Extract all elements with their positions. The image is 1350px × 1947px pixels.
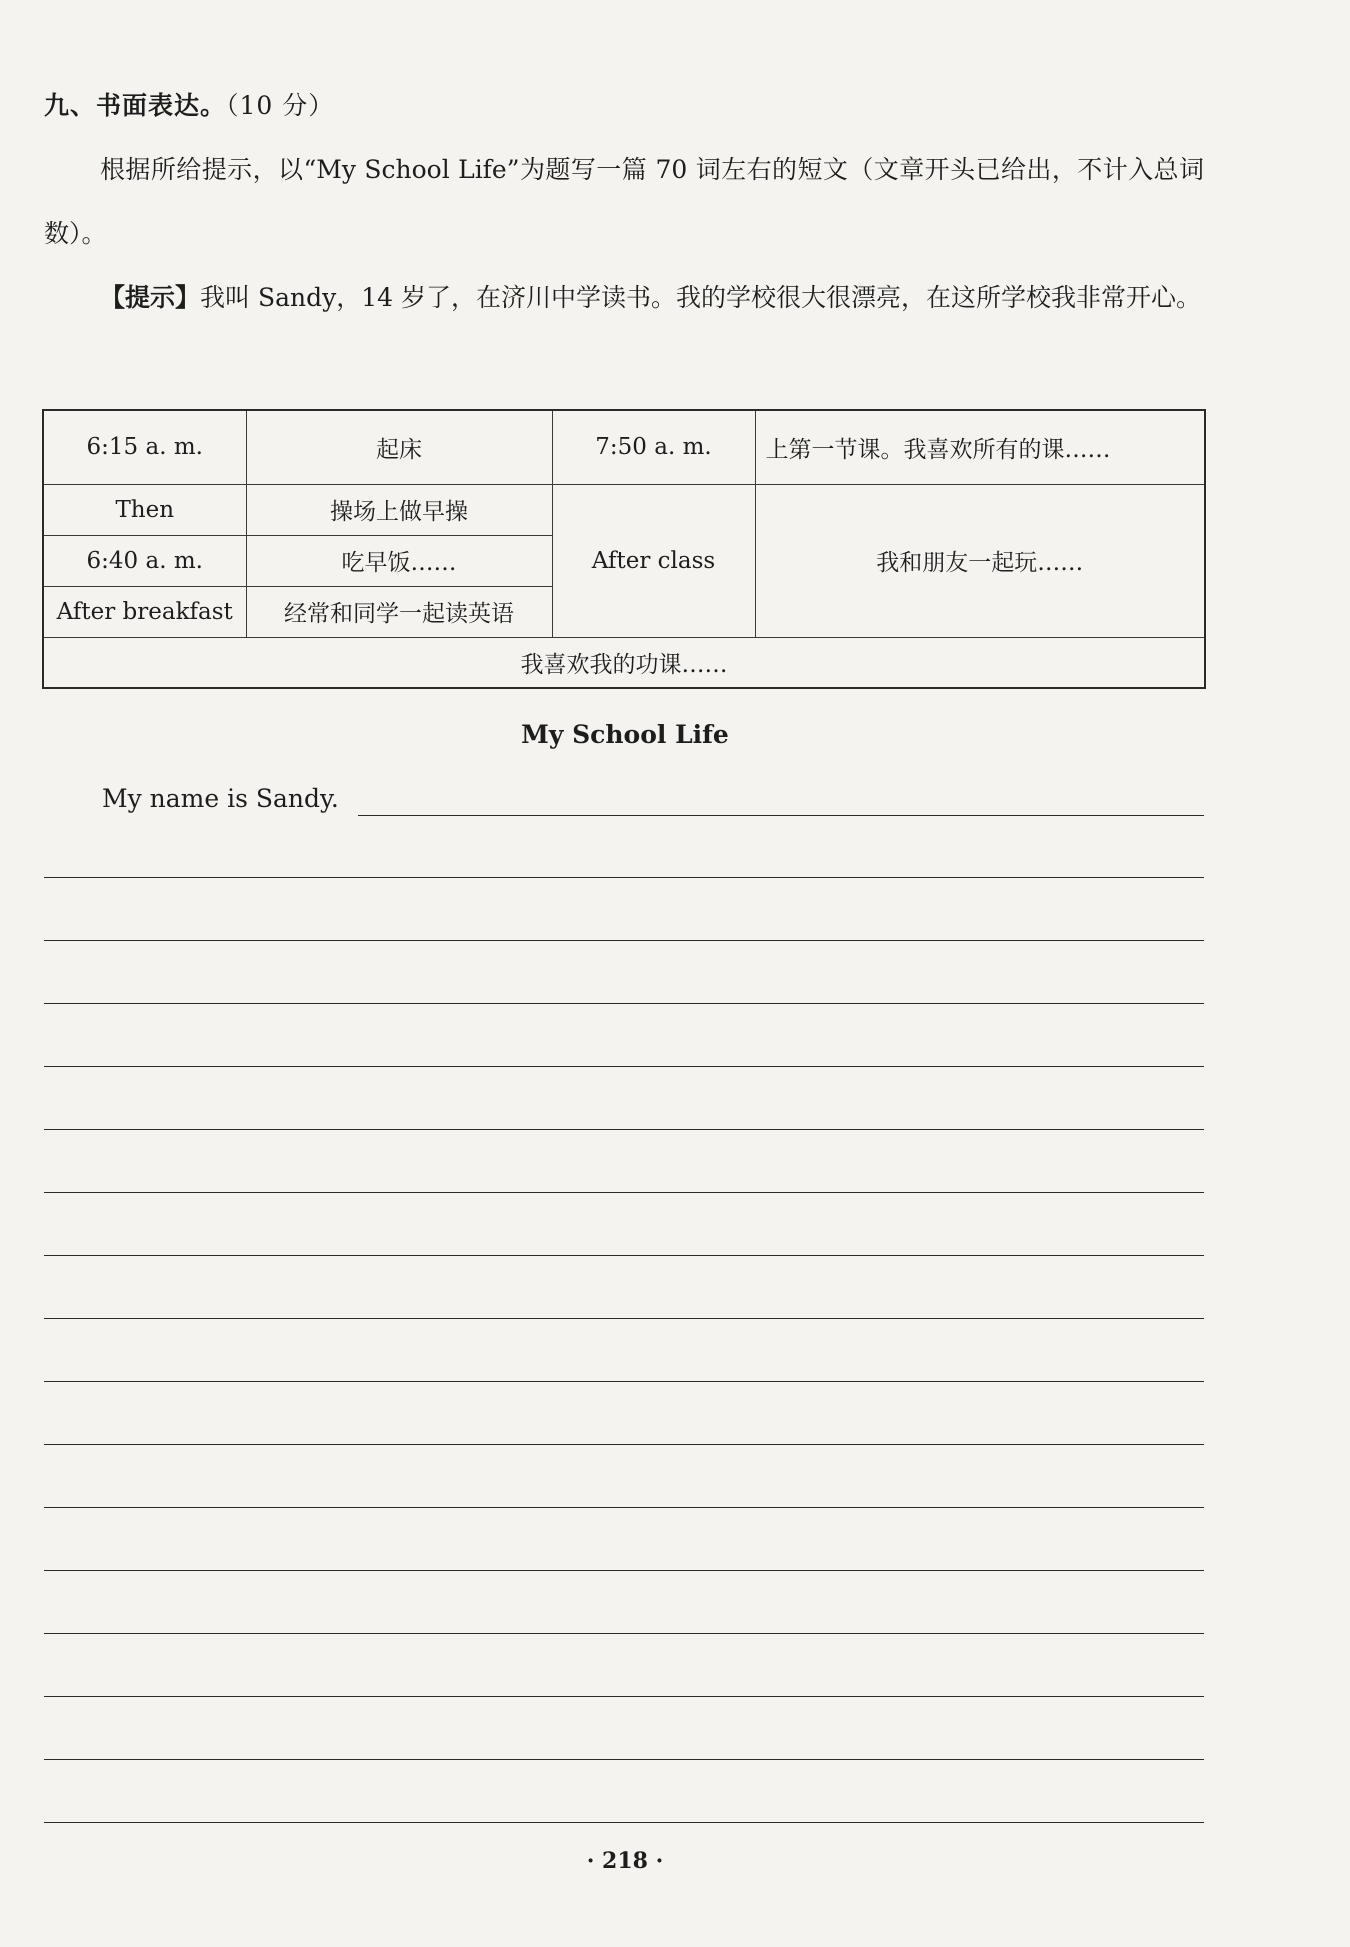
- page-number: · 218 ·: [586, 1848, 664, 1874]
- writing-line[interactable]: [44, 1822, 1204, 1823]
- table-cell-activity: 上第一节课。我喜欢所有的课……: [755, 410, 1205, 484]
- writing-line[interactable]: [44, 1381, 1204, 1382]
- writing-line[interactable]: [44, 1444, 1204, 1445]
- writing-line[interactable]: [44, 1318, 1204, 1319]
- writing-line[interactable]: [44, 1255, 1204, 1256]
- table-cell-time: 7:50 a. m.: [552, 410, 755, 484]
- writing-line[interactable]: [44, 1192, 1204, 1193]
- instructions-text: 根据所给提示，以“My School Life”为题写一篇 70 词左右的短文（文章开头已给出，不计入总词数）。: [44, 155, 1204, 248]
- table-row: [43, 484, 1205, 535]
- table-cell-time: After breakfast: [43, 586, 246, 637]
- table-cell-activity: 操场上做早操: [246, 484, 552, 535]
- writing-line[interactable]: [44, 1759, 1204, 1760]
- table-cell-time: 6:15 a. m.: [43, 410, 246, 484]
- writing-line[interactable]: [44, 1507, 1204, 1508]
- writing-line[interactable]: [44, 1003, 1204, 1004]
- table-cell-activity: 吃早饭……: [246, 535, 552, 586]
- table-row: [43, 637, 1205, 688]
- writing-line[interactable]: [44, 877, 1204, 878]
- hint-table: [42, 409, 1206, 689]
- section-points: （10 分）: [226, 91, 335, 120]
- hint-label: 【提示】: [100, 283, 201, 312]
- writing-line[interactable]: [44, 1129, 1204, 1130]
- essay-opening: My name is Sandy.: [102, 784, 339, 813]
- writing-line[interactable]: [44, 1570, 1204, 1571]
- table-cell-activity: 起床: [246, 410, 552, 484]
- table-cell-time: After class: [552, 484, 755, 637]
- hint-paragraph: [44, 266, 1204, 330]
- table-cell-activity: 我和朋友一起玩……: [755, 484, 1205, 637]
- table-cell-time: 6:40 a. m.: [43, 535, 246, 586]
- writing-line[interactable]: [44, 1633, 1204, 1634]
- writing-line[interactable]: [358, 815, 1204, 816]
- table-footer-cell: 我喜欢我的功课……: [43, 637, 1205, 688]
- writing-line[interactable]: [44, 1696, 1204, 1697]
- table-cell-activity: 经常和同学一起读英语: [246, 586, 552, 637]
- hint-text: 我叫 Sandy，14 岁了，在济川中学读书。我的学校很大很漂亮，在这所学校我非常开心。: [200, 283, 1201, 312]
- table-cell-time: Then: [43, 484, 246, 535]
- table-row: [43, 410, 1205, 484]
- section-title: 九、书面表达。: [44, 91, 227, 120]
- essay-title: My School Life: [521, 720, 729, 749]
- section-heading: [44, 86, 334, 122]
- writing-line[interactable]: [44, 1066, 1204, 1067]
- writing-line[interactable]: [44, 940, 1204, 941]
